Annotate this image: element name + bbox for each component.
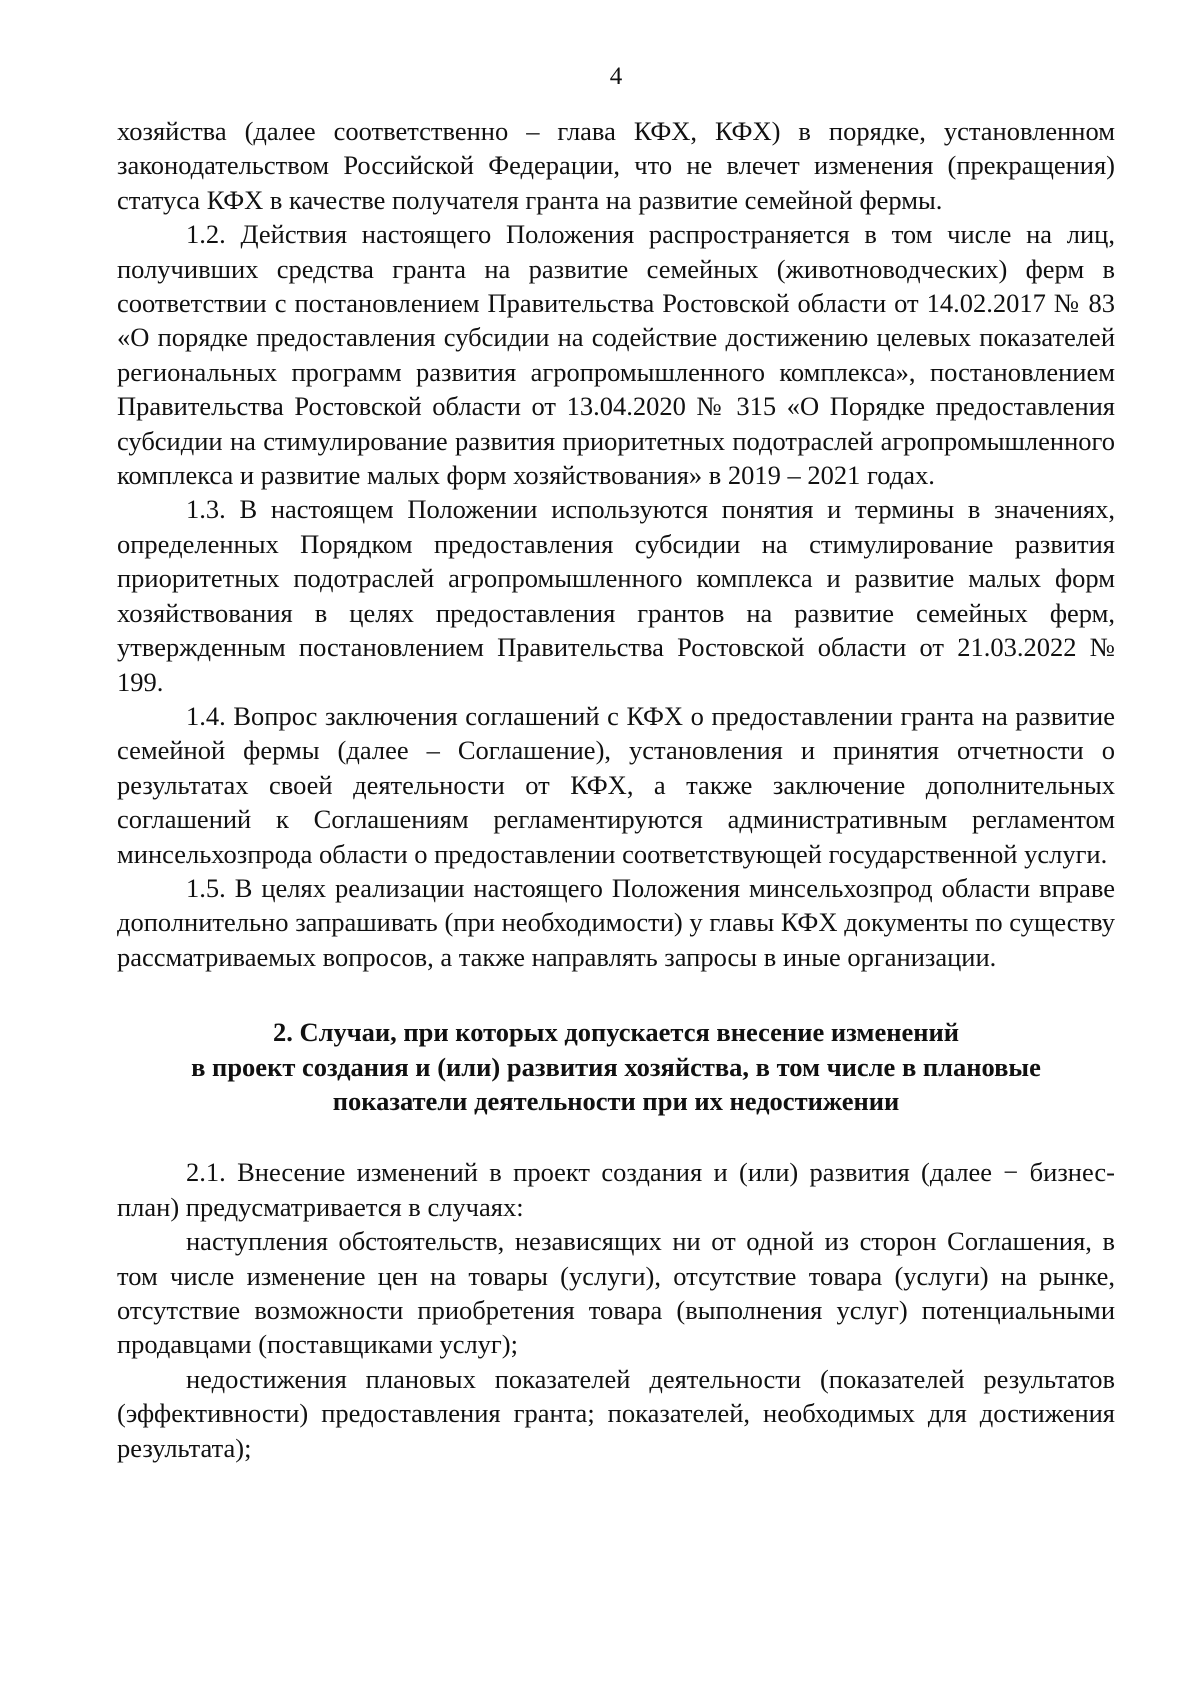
page-number: 4 — [609, 63, 623, 90]
section-title-line: в проект создания и (или) развития хозяйства, в том числе в плановые — [191, 1051, 1041, 1082]
section-title-line: показатели деятельности при их недостижении — [332, 1085, 900, 1116]
section-title — [117, 1015, 1115, 1118]
paragraph-2-1: 2.1. Внесение изменений в проект создания и (или) развития (далее − бизнес-план) предусматривается в случаях: — [117, 1157, 1115, 1222]
paragraph-1-5: 1.5. В целях реализации настоящего Положения минсельхозпрод области вправе дополнительно запрашивать (при необходимости) у главы КФХ документы по существу рассматриваемых вопросов, а также направлять запросы в иные организации. — [117, 872, 1115, 972]
paragraph: хозяйства (далее соответственно – глава КФХ, КФХ) в порядке, установленном законодательством Российской Федерации, что не влечет изменения (прекращения) статуса КФХ в качестве получателя гранта на развитие семейной фермы. — [117, 116, 1115, 215]
paragraph: недостижения плановых показателей деятельности (показателей результатов (эффективности) предоставления гранта; показателей, необходимых для достижения результата); — [117, 1363, 1115, 1463]
paragraph: наступления обстоятельств, независящих ни от одной из сторон Соглашения, в том числе изменение цен на товары (услуги), отсутствие товара (услуги) на рынке, отсутствие возможности приобретения товара (выполнения услуг) потенциальными продавцами (поставщиками услуг); — [117, 1226, 1115, 1360]
paragraph-1-2: 1.2. Действия настоящего Положения распространяется в том числе на лиц, получивших средства гранта на развитие семейных (животноводческих) ферм в соответствии с постановлением Правительства Ростовской области от 14.02.2017 № 83 «О порядке предоставления субсидии на содействие достижению целевых показателей региональных программ развития агропромышленного комплекса», постановлением Правительства Ростовской области от 13.04.2020 № 315 «О Порядке предоставления субсидии на стимулирование развития приоритетных подотраслей агропромышленного комплекса и развитие малых форм хозяйствования» в 2019 – 2021 годах. — [117, 219, 1115, 491]
paragraph-1-4: 1.4. Вопрос заключения соглашений с КФХ о предоставлении гранта на развитие семейной фермы (далее – Соглашение), установления и принятия отчетности о результатах своей деятельности от КФХ, а также заключение дополнительных соглашений к Соглашениям регламентируются административным регламентом минсельхозпрода области о предоставлении соответствующей государственной услуги. — [117, 700, 1115, 869]
paragraph-1-3: 1.3. В настоящем Положении используются понятия и термины в значениях, определенных Порядком предоставления субсидии на стимулирование развития приоритетных подотраслей агропромышленного комплекса и развитие малых форм хозяйствования в целях предоставления грантов на развитие семейных ферм, утвержденным постановлением Правительства Ростовской области от 21.03.2022 № 199. — [117, 494, 1115, 697]
body-text-after — [117, 1155, 1115, 1465]
body-text-before — [117, 114, 1115, 974]
section-title-line: 2. Случаи, при которых допускается внесение изменений — [272, 1017, 960, 1048]
document-page — [117, 62, 1115, 1465]
